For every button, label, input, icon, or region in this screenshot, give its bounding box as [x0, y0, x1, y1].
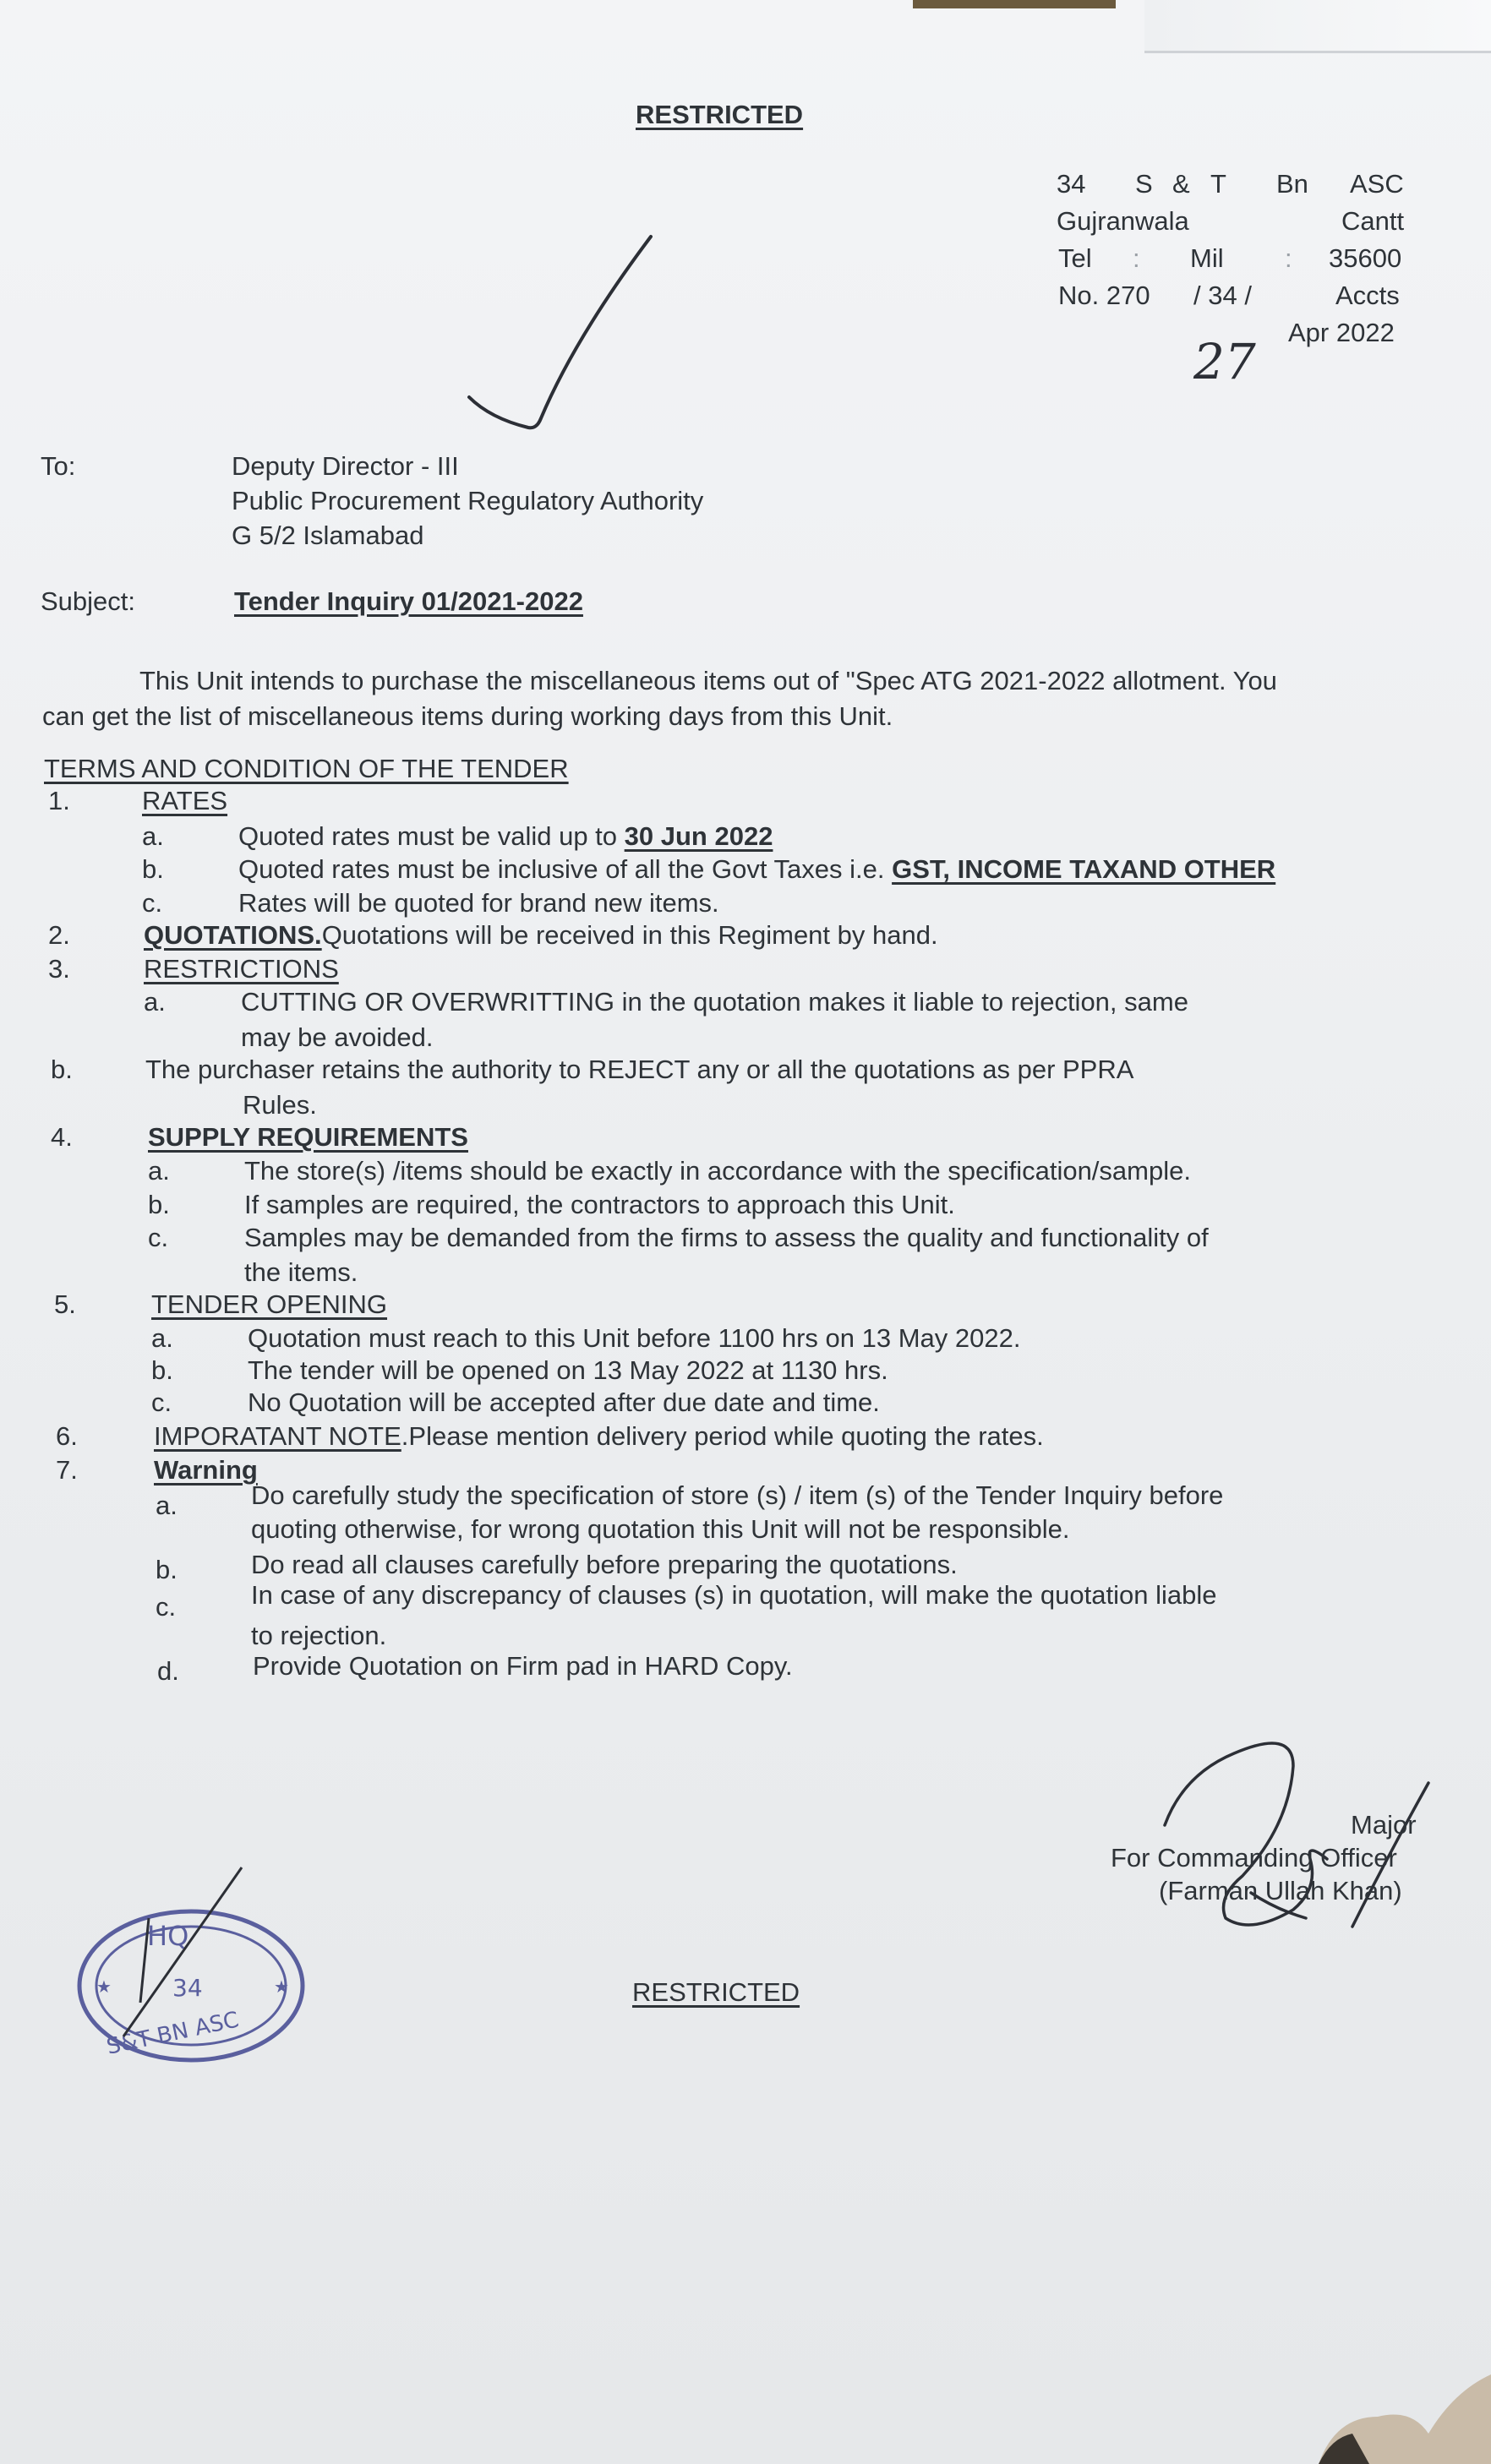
s5-c-letter: c.: [151, 1387, 172, 1417]
s7-a-text-2: quoting otherwise, for wrong quotation this Unit will not be responsible.: [251, 1514, 1070, 1544]
to-line-3: G 5/2 Islamabad: [232, 521, 424, 550]
letter-date: Apr 2022: [1288, 318, 1395, 347]
address-unit-num: 34: [1057, 169, 1086, 199]
s7-c-text-1: In case of any discrepancy of clauses (s) in quotation, will make the quotation liable: [251, 1580, 1217, 1610]
unit-stamp: [73, 1901, 318, 2070]
s4-b-text: If samples are required, the contractors to approach this Unit.: [244, 1190, 955, 1219]
section-6-title: IMPORATANT NOTE: [154, 1421, 401, 1451]
section-4-num: 4.: [51, 1122, 73, 1152]
address-amp: &: [1172, 169, 1190, 199]
stamp-middle-text: 34: [172, 1974, 203, 2002]
s1-a-bold: 30 Jun 2022: [624, 821, 773, 851]
subject-text: Tender Inquiry 01/2021-2022: [234, 586, 583, 616]
star-icon: ★: [274, 1978, 289, 1997]
subject-label: Subject:: [41, 586, 136, 616]
address-tel: Tel: [1058, 243, 1092, 273]
s1-b-letter: b.: [142, 854, 164, 884]
signatory-for: For Commanding Officer: [1111, 1843, 1397, 1873]
s4-a-letter: a.: [148, 1156, 170, 1186]
address-cantt: Cantt: [1341, 206, 1405, 236]
section-7-title: Warning: [154, 1455, 258, 1485]
edge-shadow: [913, 0, 1116, 8]
section-2-text: Quotations will be received in this Regiment by hand.: [321, 920, 938, 950]
s7-d-text: Provide Quotation on Firm pad in HARD Copy.: [253, 1651, 793, 1681]
s4-a-text: The store(s) /items should be exactly in accordance with the specification/sample.: [244, 1156, 1191, 1186]
s5-a-letter: a.: [151, 1323, 173, 1353]
s5-b-letter: b.: [151, 1355, 173, 1385]
s1-b-item: [238, 854, 1275, 885]
address-city: Gujranwala: [1057, 206, 1189, 236]
section-6-text: .Please mention delivery period while quoting the rates.: [401, 1421, 1044, 1451]
section-7-num: 7.: [56, 1455, 78, 1485]
section-3-title: RESTRICTIONS: [144, 954, 339, 984]
s7-b-letter: b.: [156, 1555, 178, 1584]
s5-a-text: Quotation must reach to this Unit before 1100 hrs on 13 May 2022.: [248, 1323, 1021, 1353]
s5-b-text: The tender will be opened on 13 May 2022 at 1130 hrs.: [248, 1355, 888, 1385]
address-colon-1: :: [1133, 243, 1140, 273]
section-3-num: 3.: [48, 954, 70, 984]
s4-c-text-2: the items.: [244, 1257, 358, 1287]
s3-a-text-2: may be avoided.: [241, 1022, 434, 1052]
star-icon: ★: [96, 1978, 112, 1997]
terms-title: TERMS AND CONDITION OF THE TENDER: [44, 754, 569, 783]
s5-c-text: No Quotation will be accepted after due date and time.: [248, 1387, 880, 1417]
address-bn: Bn: [1276, 169, 1308, 199]
address-asc: ASC: [1350, 169, 1404, 199]
s7-a-letter: a.: [156, 1491, 178, 1520]
s4-c-letter: c.: [148, 1223, 169, 1252]
check-mark-icon: [456, 228, 676, 439]
to-line-1: Deputy Director - III: [232, 451, 459, 481]
thumb-shadow: [1285, 2358, 1491, 2464]
s1-a-item: [238, 821, 773, 852]
s3-b-letter: b.: [51, 1055, 73, 1084]
stamp-bottom-text: S&T BN ASC: [104, 2007, 242, 2060]
address-mil: Mil: [1190, 243, 1224, 273]
to-label: To:: [41, 451, 76, 481]
s7-b-text: Do read all clauses carefully before preparing the quotations.: [251, 1550, 958, 1579]
section-2-title: QUOTATIONS.: [144, 920, 322, 950]
signatory-rank: Major: [1351, 1810, 1417, 1840]
s3-a-text-1: CUTTING OR OVERWRITTING in the quotation makes it liable to rejection, same: [241, 987, 1188, 1017]
to-line-2: Public Procurement Regulatory Authority: [232, 486, 704, 515]
address-ref-mid: / 34 /: [1193, 281, 1252, 310]
intro-line-1: This Unit intends to purchase the miscellaneous items out of "Spec ATG 2021-2022 allotment. You: [139, 666, 1277, 695]
s7-c-letter: c.: [156, 1592, 177, 1622]
s1-c-text: Rates will be quoted for brand new items.: [238, 888, 719, 918]
address-phone: 35600: [1329, 243, 1402, 273]
s1-b-bold: GST, INCOME TAXAND OTHER: [892, 854, 1276, 884]
section-1-title: RATES: [142, 786, 228, 815]
s7-d-letter: d.: [157, 1656, 179, 1686]
address-t: T: [1210, 169, 1226, 199]
address-accts: Accts: [1335, 281, 1400, 310]
address-colon-2: :: [1285, 243, 1292, 273]
paper-edge: [1144, 0, 1491, 53]
s7-c-text-2: to rejection.: [251, 1621, 387, 1650]
section-5-num: 5.: [54, 1289, 76, 1319]
signatory-name: (Farman Ullah Khan): [1159, 1876, 1402, 1905]
classification-header: RESTRICTED: [636, 100, 804, 129]
s1-a-letter: a.: [142, 821, 164, 851]
section-6-num: 6.: [56, 1421, 78, 1451]
s1-c-letter: c.: [142, 888, 163, 918]
s4-c-text-1: Samples may be demanded from the firms to assess the quality and functionality of: [244, 1223, 1209, 1252]
stamp-top-text: HQ: [147, 1920, 189, 1952]
handwritten-date-day: [1192, 330, 1259, 389]
address-s: S: [1135, 169, 1153, 199]
intro-line-2: can get the list of miscellaneous items during working days from this Unit.: [42, 701, 893, 731]
address-ref-no: No. 270: [1058, 281, 1150, 310]
section-6-item: [154, 1421, 1044, 1452]
s3-b-text-1: The purchaser retains the authority to REJECT any or all the quotations as per PPRA: [145, 1055, 1134, 1084]
section-2-item: [144, 920, 938, 951]
s1-a-text: Quoted rates must be valid up to: [238, 821, 625, 851]
section-1-num: 1.: [48, 786, 70, 815]
section-2-num: 2.: [48, 920, 70, 950]
section-5-title: TENDER OPENING: [151, 1289, 388, 1319]
classification-footer: RESTRICTED: [632, 1977, 800, 2007]
s3-a-letter: a.: [144, 987, 166, 1017]
s4-b-letter: b.: [148, 1190, 170, 1219]
handwritten-day-text: 27: [1193, 333, 1256, 390]
s3-b-text-2: Rules.: [243, 1090, 317, 1120]
section-4-title: SUPPLY REQUIREMENTS: [148, 1122, 468, 1152]
s1-b-text: Quoted rates must be inclusive of all the Govt Taxes i.e.: [238, 854, 893, 884]
s7-a-text-1: Do carefully study the specification of store (s) / item (s) of the Tender Inquiry before: [251, 1480, 1224, 1510]
